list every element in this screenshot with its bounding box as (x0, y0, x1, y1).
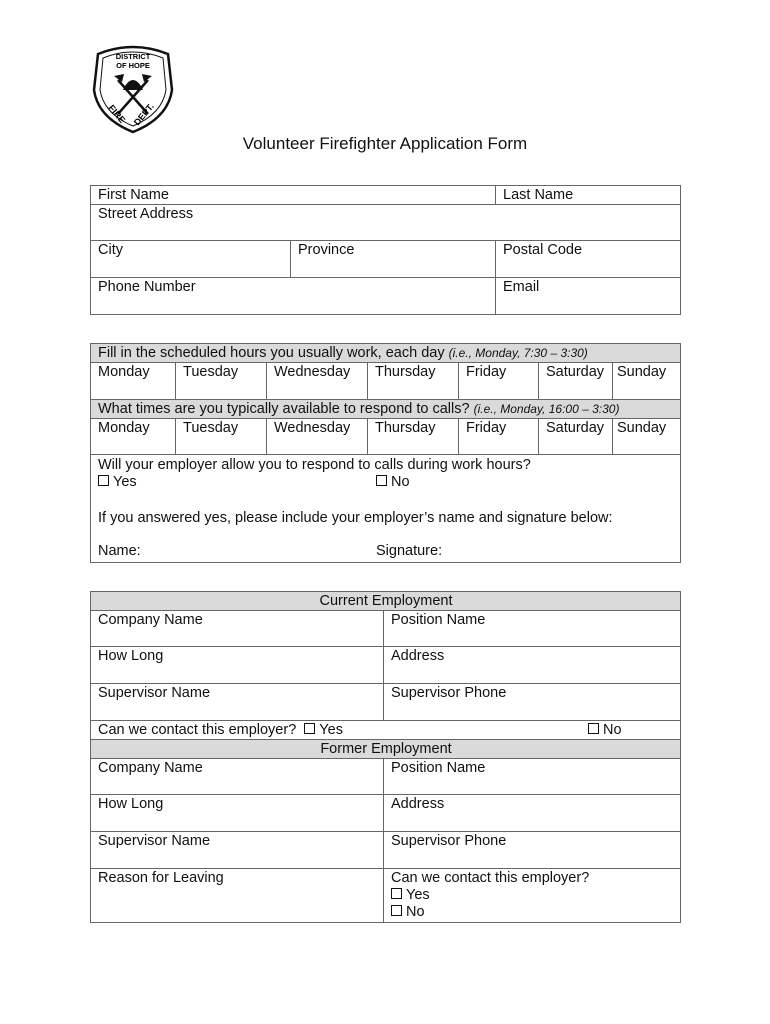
former-contact-no[interactable] (391, 904, 674, 921)
day-label: Monday (98, 420, 150, 436)
last-name-field[interactable] (496, 186, 681, 205)
day-label: Thursday (375, 420, 436, 436)
avail-day-tuesday[interactable] (176, 419, 267, 455)
no-label: No (603, 722, 622, 738)
employer-no-option[interactable] (376, 474, 410, 491)
field-label: Supervisor Phone (391, 685, 507, 701)
contact-info-table (90, 185, 681, 315)
work-day-wednesday[interactable] (267, 363, 368, 400)
current-company-field[interactable] (91, 611, 384, 647)
current-contact-no[interactable] (588, 722, 622, 739)
current-how-long-field[interactable] (91, 647, 384, 684)
current-employment-heading: Current Employment (91, 592, 681, 611)
day-label: Friday (466, 420, 507, 436)
email-field[interactable] (496, 278, 681, 315)
day-label: Monday (98, 364, 150, 380)
avail-day-saturday[interactable] (539, 419, 613, 455)
city-label: City (98, 242, 123, 258)
logo-text-fire: FIRE (106, 102, 128, 126)
logo-text-district: DISTRICT (115, 52, 151, 61)
yes-label: Yes (319, 722, 343, 738)
postal-code-field[interactable] (496, 241, 681, 278)
field-label: Position Name (391, 612, 486, 628)
work-day-sunday[interactable] (613, 363, 681, 400)
availability-heading (91, 400, 681, 419)
employer-note: If you answered yes, please include your employer’s name and signature below: (98, 510, 613, 526)
day-label: Friday (466, 364, 507, 380)
fire-department-logo (90, 44, 176, 134)
work-day-saturday[interactable] (539, 363, 613, 400)
work-hours-heading (91, 344, 681, 363)
field-label: Supervisor Name (98, 833, 211, 849)
email-label: Email (503, 279, 540, 295)
former-supervisor-phone-field[interactable] (384, 832, 681, 869)
former-contact-yes[interactable] (391, 887, 674, 904)
day-label: Sunday (617, 364, 667, 380)
employer-name-label[interactable]: Name: (98, 543, 141, 559)
field-label: Position Name (391, 760, 486, 776)
phone-number-label: Phone Number (98, 279, 196, 295)
field-label: Address (391, 796, 445, 812)
day-label: Thursday (375, 364, 436, 380)
field-label: Supervisor Name (98, 685, 211, 701)
employer-question: Will your employer allow you to respond to calls during work hours? (98, 457, 531, 473)
field-label: Company Name (98, 760, 203, 776)
no-label: No (406, 904, 425, 920)
first-name-label: First Name (98, 187, 169, 203)
former-employment-heading: Former Employment (91, 740, 681, 759)
checkbox-icon (391, 905, 402, 916)
province-field[interactable] (291, 241, 496, 278)
avail-day-friday[interactable] (459, 419, 539, 455)
employer-yes-option[interactable] (98, 474, 137, 491)
former-address-field[interactable] (384, 795, 681, 832)
day-label: Saturday (546, 364, 605, 380)
work-day-friday[interactable] (459, 363, 539, 400)
avail-day-sunday[interactable] (613, 419, 681, 455)
no-label: No (391, 474, 410, 490)
day-label: Saturday (546, 420, 605, 436)
day-label: Wednesday (274, 420, 351, 436)
street-address-label: Street Address (98, 206, 194, 222)
phone-number-field[interactable] (91, 278, 496, 315)
former-contact-field (384, 869, 681, 923)
form-title: Volunteer Firefighter Application Form (242, 134, 528, 153)
current-supervisor-phone-field[interactable] (384, 684, 681, 721)
street-address-field[interactable] (91, 205, 681, 241)
employer-signature-label[interactable]: Signature: (376, 543, 443, 559)
field-label: Company Name (98, 612, 203, 628)
logo-text-hope: OF HOPE (116, 61, 150, 70)
yes-label: Yes (113, 474, 137, 490)
avail-day-thursday[interactable] (368, 419, 459, 455)
availability-heading-text: What times are you typically available to respond to calls? (98, 401, 474, 417)
work-day-monday[interactable] (91, 363, 176, 400)
day-label: Sunday (617, 420, 667, 436)
employer-permission-section (91, 455, 681, 563)
avail-day-wednesday[interactable] (267, 419, 368, 455)
current-contact-row (91, 721, 681, 740)
checkbox-icon (376, 475, 387, 486)
work-day-tuesday[interactable] (176, 363, 267, 400)
checkbox-icon (588, 723, 599, 734)
first-name-field[interactable] (91, 186, 496, 205)
availability-example: (i.e., Monday, 16:00 – 3:30) (473, 402, 620, 416)
day-label: Tuesday (183, 420, 239, 436)
logo-text-dept: DEPT. (131, 101, 156, 128)
checkbox-icon (391, 888, 402, 899)
city-field[interactable] (91, 241, 291, 278)
field-label: How Long (98, 648, 164, 664)
current-position-field[interactable] (384, 611, 681, 647)
former-reason-field[interactable] (91, 869, 384, 923)
checkbox-icon (98, 475, 109, 486)
former-position-field[interactable] (384, 759, 681, 795)
schedule-table (90, 343, 681, 563)
former-contact-question: Can we contact this employer? (391, 870, 590, 886)
last-name-label: Last Name (503, 187, 574, 203)
current-address-field[interactable] (384, 647, 681, 684)
current-contact-yes[interactable] (304, 722, 343, 738)
work-hours-example: (i.e., Monday, 7:30 – 3:30) (448, 346, 588, 360)
field-label: Reason for Leaving (98, 870, 224, 886)
yes-label: Yes (406, 887, 430, 903)
current-contact-question: Can we contact this employer? (98, 722, 297, 738)
day-label: Tuesday (183, 364, 239, 380)
day-label: Wednesday (274, 364, 351, 380)
checkbox-icon (304, 723, 315, 734)
avail-day-monday[interactable] (91, 419, 176, 455)
employment-table (90, 591, 681, 923)
field-label: How Long (98, 796, 164, 812)
current-supervisor-field[interactable] (91, 684, 384, 721)
field-label: Supervisor Phone (391, 833, 507, 849)
former-supervisor-field[interactable] (91, 832, 384, 869)
former-company-field[interactable] (91, 759, 384, 795)
postal-code-label: Postal Code (503, 242, 583, 258)
former-how-long-field[interactable] (91, 795, 384, 832)
field-label: Address (391, 648, 445, 664)
province-label: Province (298, 242, 355, 258)
work-day-thursday[interactable] (368, 363, 459, 400)
work-hours-heading-text: Fill in the scheduled hours you usually work, each day (98, 345, 449, 361)
